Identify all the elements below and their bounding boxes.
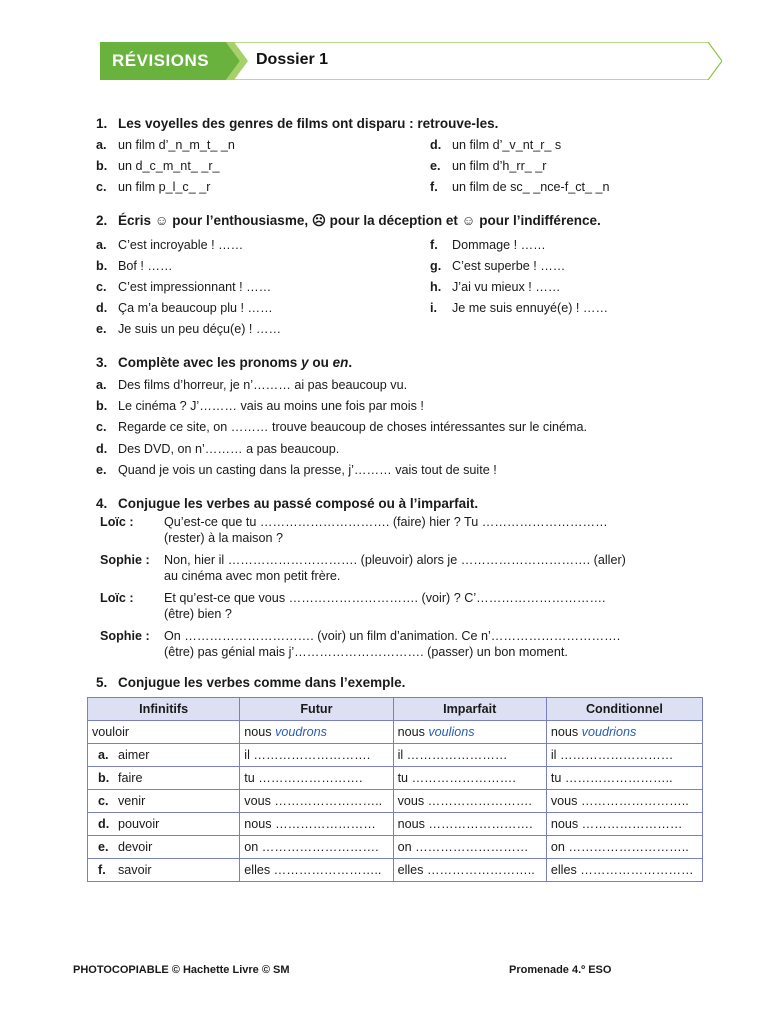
table-cell[interactable]: vous ……………………. <box>393 790 546 813</box>
list-item: f. un film de sc_ _nce-f_ct_ _n <box>430 180 610 194</box>
list-item: i. Je me suis ennuyé(e) ! …… <box>430 301 609 315</box>
list-item: c. Regarde ce site, on ……… trouve beaucoup de choses intéressantes sur le cinéma. <box>96 420 588 434</box>
list-item: c. C’est impressionnant ! …… <box>96 280 272 294</box>
table-cell: nous voudrons <box>240 721 393 744</box>
section-4 <box>96 495 478 513</box>
dialogue-line: Non, hier il …………………………. (pleuvoir) alors je …………………………. (aller) au cinéma avec mon petit frère. <box>164 553 626 583</box>
column-header: Infinitifs <box>88 698 240 721</box>
list-item: d. un film d’_v_nt_r_ s <box>430 138 562 152</box>
list-item: g. C’est superbe ! …… <box>430 259 566 273</box>
dialogue-line: Et qu’est-ce que vous …………………………. (voir) ? C’…………………………. (être) bien ? <box>164 591 606 621</box>
speaker-label: Sophie : <box>100 553 150 567</box>
speaker-label: Sophie : <box>100 629 150 643</box>
table-cell[interactable]: nous …………………… <box>546 813 702 836</box>
table-cell: vouloir <box>88 721 240 744</box>
table-cell[interactable]: nous ……………………. <box>393 813 546 836</box>
section-5-title: 5. Conjugue les verbes comme dans l’exemple. <box>96 675 406 690</box>
section-2 <box>96 212 601 230</box>
table-cell[interactable]: nous …………………… <box>240 813 393 836</box>
table-cell: f. savoir <box>88 859 240 882</box>
list-item: d. Des DVD, on n’……… a pas beaucoup. <box>96 442 340 456</box>
conjugation-table <box>87 697 703 882</box>
revisions-badge: RÉVISIONS <box>112 51 210 70</box>
list-item: e. un film d’h_rr_ _r <box>430 159 547 173</box>
list-item: b. Bof ! …… <box>96 259 173 273</box>
list-item: b. Le cinéma ? J’……… vais au moins une fois par mois ! <box>96 399 424 413</box>
table-cell[interactable]: tu ……………………. <box>393 767 546 790</box>
speaker-label: Loïc : <box>100 591 134 605</box>
table-cell[interactable]: elles …………………….. <box>240 859 393 882</box>
column-header: Imparfait <box>393 698 546 721</box>
column-header: Futur <box>240 698 393 721</box>
section-2-title: 2. Écris ☺ pour l’enthousiasme, ☹ pour la déception et ☺ pour l’indifférence. <box>96 213 601 228</box>
dialogue-line: Qu’est-ce que tu …………………………. (faire) hier ? Tu ………………………… (rester) à la maison ? <box>164 515 608 545</box>
table-cell[interactable]: vous …………………….. <box>546 790 702 813</box>
list-item: a. un film d’_n_m_t_ _n <box>96 138 235 152</box>
table-cell[interactable]: tu …………………….. <box>546 767 702 790</box>
table-header-row <box>88 698 703 721</box>
table-row <box>88 859 703 882</box>
list-item: f. Dommage ! …… <box>430 238 546 252</box>
section-3-title: 3. Complète avec les pronoms y ou en. <box>96 355 353 370</box>
table-cell: nous voulions <box>393 721 546 744</box>
table-cell: b. faire <box>88 767 240 790</box>
footer-book-title: Promenade 4.º ESO <box>509 964 612 976</box>
section-1 <box>96 115 498 133</box>
table-row-example <box>88 721 703 744</box>
list-item: c. un film p_l_c_ _r <box>96 180 211 194</box>
speaker-label: Loïc : <box>100 515 134 529</box>
list-item: d. Ça m’a beaucoup plu ! …… <box>96 301 273 315</box>
table-cell[interactable]: vous …………………….. <box>240 790 393 813</box>
table-cell[interactable]: il ……………………… <box>546 744 702 767</box>
table-row <box>88 767 703 790</box>
list-item: h. J’ai vu mieux ! …… <box>430 280 561 294</box>
footer-copyright: PHOTOCOPIABLE © Hachette Livre © SM <box>73 964 290 976</box>
list-item: b. un d_c_m_nt_ _r_ <box>96 159 220 173</box>
table-cell: nous voudrions <box>546 721 702 744</box>
table-cell[interactable]: on ……………………….. <box>546 836 702 859</box>
table-row <box>88 790 703 813</box>
table-cell[interactable]: il ………………………. <box>240 744 393 767</box>
table-cell[interactable]: tu ……………………. <box>240 767 393 790</box>
list-item: e. Quand je vois un casting dans la presse, j’……… vais tout de suite ! <box>96 463 497 477</box>
page-header <box>100 42 722 80</box>
table-row <box>88 836 703 859</box>
dialogue-line: On …………………………. (voir) un film d’animation. Ce n’…………………………. (être) pas génial mais j’…………………………. (passer) un bon moment. <box>164 629 621 659</box>
list-item: e. Je suis un peu déçu(e) ! …… <box>96 322 282 336</box>
table-cell: c. venir <box>88 790 240 813</box>
section-1-title: 1. Les voyelles des genres de films ont disparu : retrouve-les. <box>96 116 499 131</box>
section-4-title: 4. Conjugue les verbes au passé composé ou à l’imparfait. <box>96 496 479 511</box>
table-row <box>88 744 703 767</box>
table-cell: a. aimer <box>88 744 240 767</box>
section-3 <box>96 354 352 372</box>
list-item: a. C’est incroyable ! …… <box>96 238 244 252</box>
table-cell: d. pouvoir <box>88 813 240 836</box>
table-cell: e. devoir <box>88 836 240 859</box>
table-cell[interactable]: elles ……………………… <box>546 859 702 882</box>
table-row <box>88 813 703 836</box>
column-header: Conditionnel <box>546 698 702 721</box>
table-cell[interactable]: il …………………… <box>393 744 546 767</box>
table-cell[interactable]: elles …………………….. <box>393 859 546 882</box>
table-cell[interactable]: on ………………………. <box>240 836 393 859</box>
page-title: Dossier 1 <box>256 51 329 68</box>
table-cell[interactable]: on ……………………… <box>393 836 546 859</box>
list-item: a. Des films d’horreur, je n’……… ai pas beaucoup vu. <box>96 378 408 392</box>
section-5 <box>96 674 405 692</box>
